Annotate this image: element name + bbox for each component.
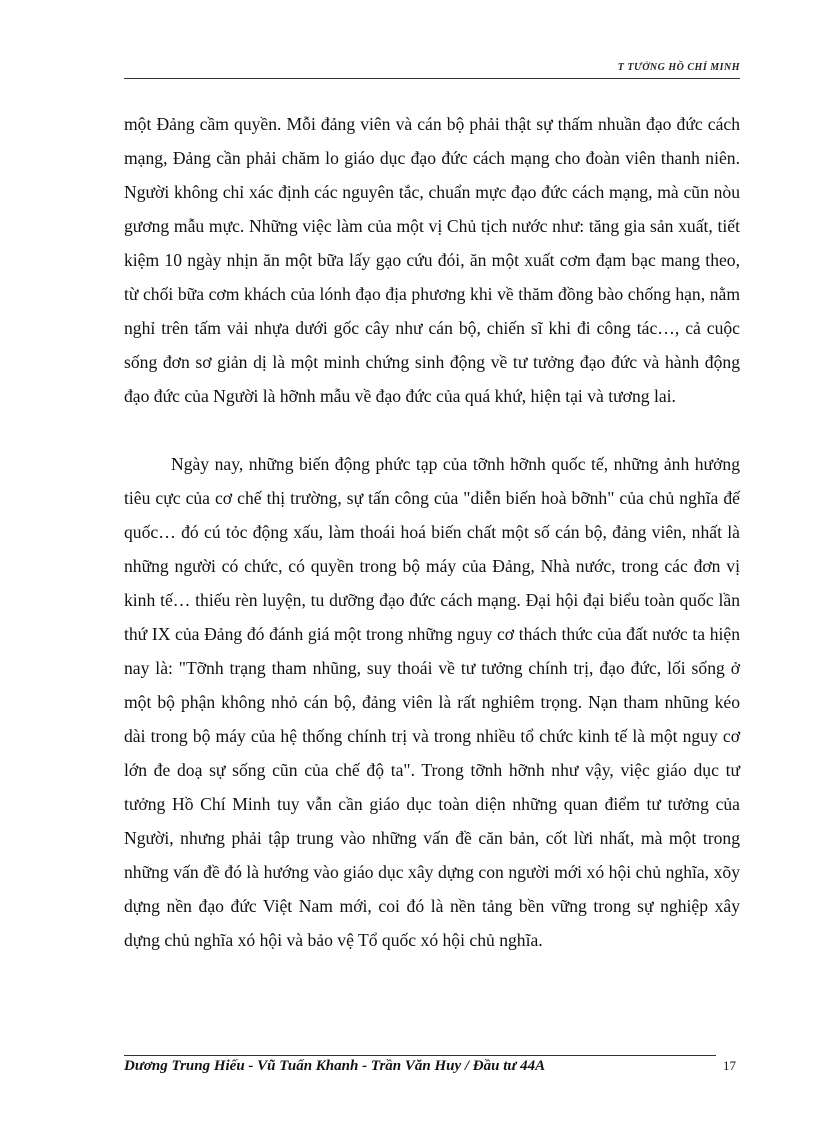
header-rule	[124, 78, 740, 79]
footer-rule	[124, 1055, 716, 1056]
paragraph-1: một Đảng cầm quyền. Mỗi đảng viên và cán bộ phải thật sự thấm nhuần đạo đức cách mạng, Đảng cần phải chăm lo giáo dục đạo đức cách mạng cho đoàn viên thanh niên. Người không chỉ xác định các nguyên tắc, chuẩn mực đạo đức cách mạng, mà cũn nòu gương mẫu mực. Những việc làm của một vị Chủ tịch nước như: tăng gia sản xuất, tiết kiệm 10 ngày nhịn ăn một bữa lấy gạo cứu đói, ăn một xuất cơm đạm bạc mang theo, từ chối bữa cơm khách của lónh đạo địa phương khi về thăm đồng bào chống hạn, nằm nghỉ trên tấm vải nhựa dưới gốc cây như cán bộ, chiến sĩ khi đi công tác…, cả cuộc sống đơn sơ giản dị là một minh chứng sinh động về tư tưởng đạo đức và hành động đạo đức của Người là hỡnh mẫu về đạo đức của quá khứ, hiện tại và tương lai.	[124, 114, 740, 406]
footer-authors: Dương Trung Hiếu - Vũ Tuấn Khanh - Trần Văn Huy / Đầu tư 44A	[124, 1058, 546, 1074]
page-body	[124, 107, 740, 957]
paragraph-spacer	[124, 413, 740, 447]
running-title: T TƯỞNG HỒ CHÍ MINH	[617, 62, 740, 73]
paragraph-2: Ngày nay, những biến động phức tạp của tỡnh hỡnh quốc tế, những ảnh hưởng tiêu cực của cơ chế thị trường, sự tấn công của "diễn biến hoà bỡnh" của chủ nghĩa đế quốc… đó cú tỏc động xấu, làm thoái hoá biến chất một số cán bộ, đảng viên, nhất là những người có chức, có quyền trong bộ máy của Đảng, Nhà nước, trong các đơn vị kinh tế… thiếu rèn luyện, tu dưỡng đạo đức cách mạng. Đại hội đại biểu toàn quốc lần thứ IX của Đảng đó đánh giá một trong những nguy cơ thách thức của đất nước ta hiện nay là: "Tỡnh trạng tham nhũng, suy thoái về tư tưởng chính trị, đạo đức, lối sống ở một bộ phận không nhỏ cán bộ, đảng viên là rất nghiêm trọng. Nạn tham nhũng kéo dài trong bộ máy của hệ thống chính trị và trong nhiều tổ chức kinh tế là một nguy cơ lớn đe doạ sự sống cũn của chế độ ta". Trong tỡnh hỡnh như vậy, việc giáo dục tư tưởng Hồ Chí Minh tuy vẫn cần giáo dục toàn diện những quan điểm tư tưởng của Người, nhưng phải tập trung vào những vấn đề căn bản, cốt lừi nhất, mà một trong những vấn đề đó là hướng vào giáo dục xây dựng con người mới xó hội chủ nghĩa, xõy dựng nền đạo đức Việt Nam mới, coi đó là nền tảng bền vững trong sự nghiệp xây dựng chủ nghĩa xó hội và bảo vệ Tổ quốc xó hội chủ nghĩa.	[124, 454, 740, 950]
page-number: 17	[723, 1058, 736, 1073]
